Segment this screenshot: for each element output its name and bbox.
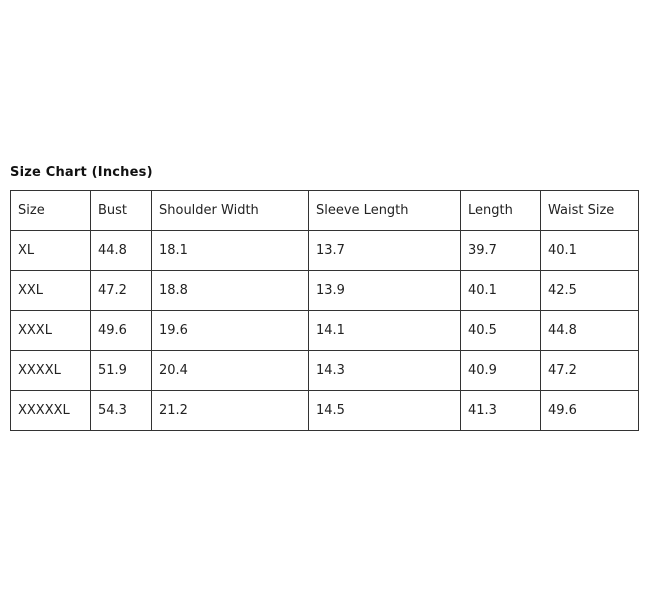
measurement-cell: 44.8 [541,311,639,351]
table-row [11,271,639,311]
measurement-cell: 13.7 [309,231,461,271]
measurement-cell: 51.9 [91,351,152,391]
measurement-cell: 54.3 [91,391,152,431]
measurement-cell: 42.5 [541,271,639,311]
measurement-cell: 14.3 [309,351,461,391]
table-row [11,311,639,351]
size-label-cell: XXL [11,271,91,311]
measurement-cell: 20.4 [152,351,309,391]
measurement-cell: 49.6 [541,391,639,431]
measurement-cell: 40.9 [461,351,541,391]
table-row [11,351,639,391]
table-header-cell: Size [11,191,91,231]
table-header-row [11,191,639,231]
measurement-cell: 41.3 [461,391,541,431]
measurement-cell: 49.6 [91,311,152,351]
table-header-cell: Shoulder Width [152,191,309,231]
table-header-cell: Waist Size [541,191,639,231]
measurement-cell: 44.8 [91,231,152,271]
size-label-cell: XXXL [11,311,91,351]
measurement-cell: 14.5 [309,391,461,431]
table-body [11,231,639,431]
size-chart-section [10,165,638,431]
measurement-cell: 39.7 [461,231,541,271]
size-chart-table [10,190,639,431]
table-header-cell: Length [461,191,541,231]
size-label-cell: XL [11,231,91,271]
measurement-cell: 40.1 [541,231,639,271]
measurement-cell: 47.2 [91,271,152,311]
table-row [11,391,639,431]
size-label-cell: XXXXL [11,351,91,391]
measurement-cell: 19.6 [152,311,309,351]
table-header-cell: Sleeve Length [309,191,461,231]
size-chart-title: Size Chart (Inches) [10,165,153,180]
measurement-cell: 40.5 [461,311,541,351]
measurement-cell: 40.1 [461,271,541,311]
measurement-cell: 18.1 [152,231,309,271]
size-label-cell: XXXXXL [11,391,91,431]
measurement-cell: 14.1 [309,311,461,351]
measurement-cell: 47.2 [541,351,639,391]
measurement-cell: 18.8 [152,271,309,311]
measurement-cell: 21.2 [152,391,309,431]
measurement-cell: 13.9 [309,271,461,311]
table-header-cell: Bust [91,191,152,231]
table-row [11,231,639,271]
